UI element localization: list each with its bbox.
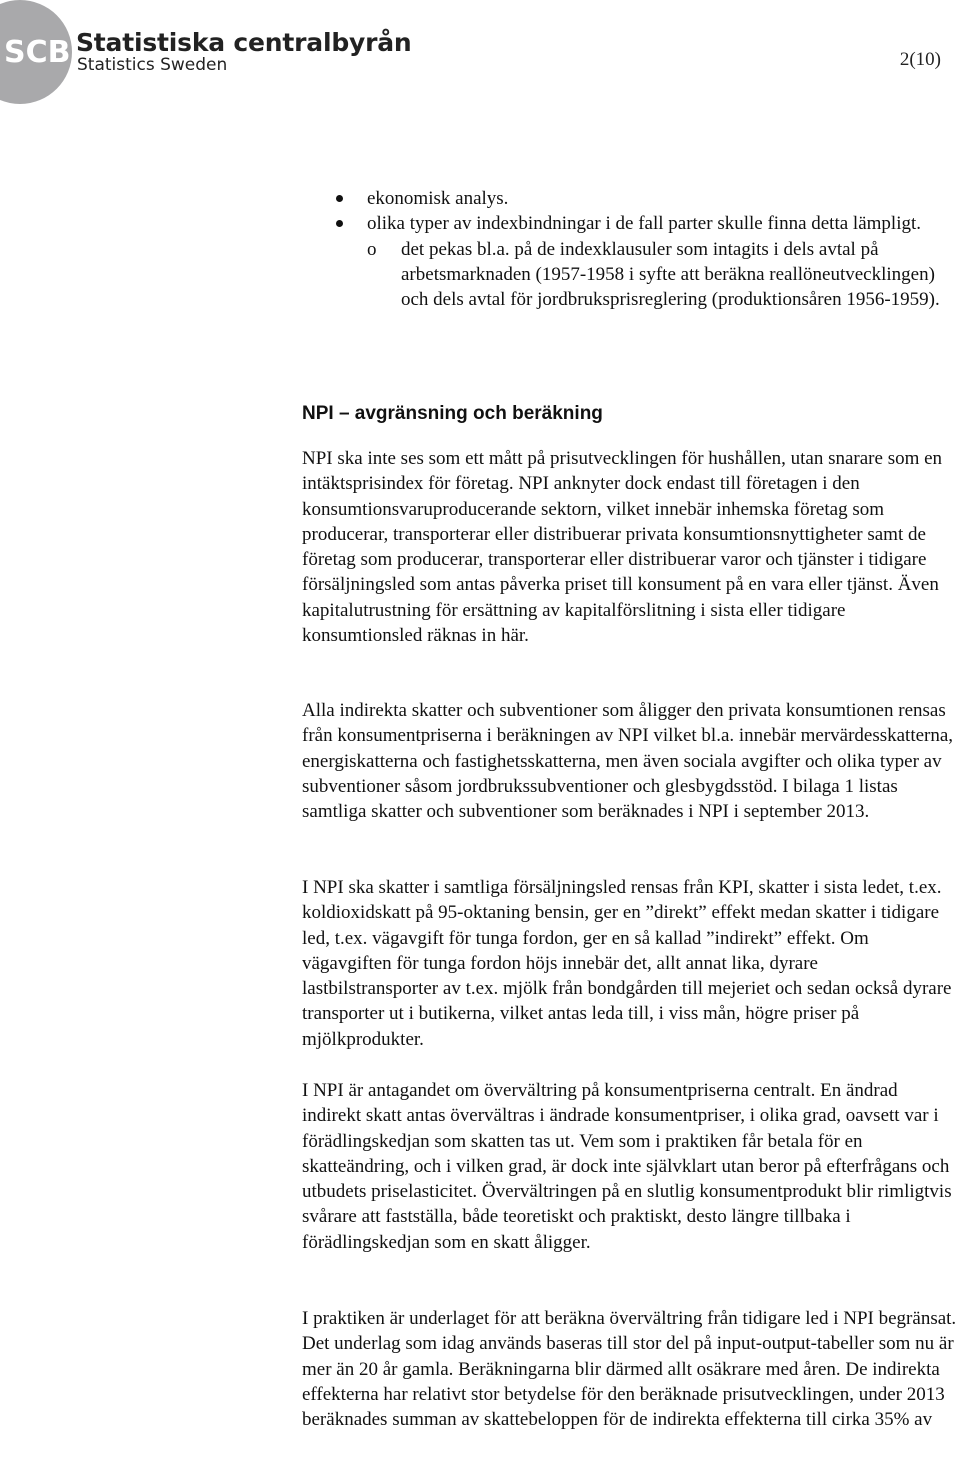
bullet-icon: [336, 195, 343, 202]
bullet-list: [0, 186, 960, 312]
bullet-icon: [336, 220, 343, 227]
sub-list-item: [0, 237, 957, 313]
sub-bullet-marker: o: [367, 238, 377, 260]
paragraph: I NPI ska skatter i samtliga försäljningsled rensas från KPI, skatter i sista ledet, t.ex. koldioxidskatt på 95-oktaning bensin, ger en ”direkt” effekt medan skatter i tidigare led, t.ex. vägavgift för tunga fordon, ger en så kallad ”indirekt” effekt. Om vägavgiften för tunga fordon höjs innebär det, allt annat lika, dyrare lastbilstransporter av t.ex. mjölk från bondgården till mejeriet och sedan också dyrare transporter ut i butikerna, vilket antas leda till, i viss mån, högre priser på mjölkprodukter.: [302, 877, 952, 1050]
paragraph: NPI ska inte ses som ett mått på prisutvecklingen för hushållen, utan snarare som en intäktsprisindex för företag. NPI anknyter dock endast till företagen i den konsumtionsvaruproducerande sektorn, vilket innebär inhemska företag som producerar, transporterar eller distribuerar privata konsumtionsnyttigheter samt de företag som producerar, transporterar eller distribuerar varor och tjänster i tidigare försäljningsled som antas påverka priset till konsument på en vara eller tjänst. Även kapitalutrustning för ersättning av kapitalförslitning i sista eller tidigare konsumtionsled räknas in här.: [302, 448, 943, 647]
list-item-text: ekonomisk analys.: [367, 188, 509, 209]
brand-name: Statistiska centralbyrån: [76, 28, 412, 57]
paragraph: I praktiken är underlaget för att beräkna övervältring från tidigare led i NPI begränsat. Det underlag som idag används baseras till stor del på input-output-tabeller som nu är mer än 20 år gamla. Beräkningarna blir därmed allt osäkrare med åren. De indirekta effekterna har relativt stor betydelse för den beräknade prisutvecklingen, under 2013 beräknades summan av skattebeloppen för de indirekta effekterna till cirka 35% av: [302, 1308, 957, 1431]
section-heading: NPI – avgränsning och beräkning: [302, 403, 603, 424]
page-header: [0, 0, 960, 110]
sub-list-item-text: det pekas bl.a. på de indexklausuler som intagits i dels avtal på arbetsmarknaden (1957-1958 i syfte att beräkna reallöneutvecklingen) och dels avtal för jordbruksprisreglering (produktionsåren 1956-1959).: [401, 238, 940, 311]
paragraph: I NPI är antagandet om övervältring på konsumentpriserna centralt. En ändrad indirekt skatt antas övervältras i ändrade konsumentpriser, i olika grad, oavsett var i förädlingskedjan som skatten tas ut. Vem som i praktiken får betala för en skatteändring, och i vilken grad, är dock inte självklart utan beror på efterfrågans och utbudets priselasticitet. Övervältringen på en slutlig konsumentprodukt blir rimligtvis svårare att fastställa, både teoretiskt och praktiskt, desto längre tillbaka i förädlingskedjan som en skatt åligger.: [302, 1080, 952, 1253]
list-item: [0, 211, 957, 236]
brand-subtitle: Statistics Sweden: [77, 55, 228, 75]
scb-logo-icon: [0, 0, 74, 104]
list-item: [0, 186, 957, 211]
paragraph: Alla indirekta skatter och subventioner som åligger den privata konsumtionen rensas från konsumentpriserna i beräkningen av NPI vilket bl.a. innebär mervärdesskatterna, energiskatterna och fastighetsskatterna, men även sociala avgifter och olika typer av subventioner såsom jordbrukssubventioner och glesbygdsstöd. I bilaga 1 listas samtliga skatter och subventioner som beräknades i NPI i september 2013.: [302, 700, 954, 823]
list-item-text: olika typer av indexbindningar i de fall parter skulle finna detta lämpligt.: [367, 213, 921, 235]
logo-text: SCB: [4, 35, 71, 70]
page-number: 2(10): [899, 49, 941, 70]
